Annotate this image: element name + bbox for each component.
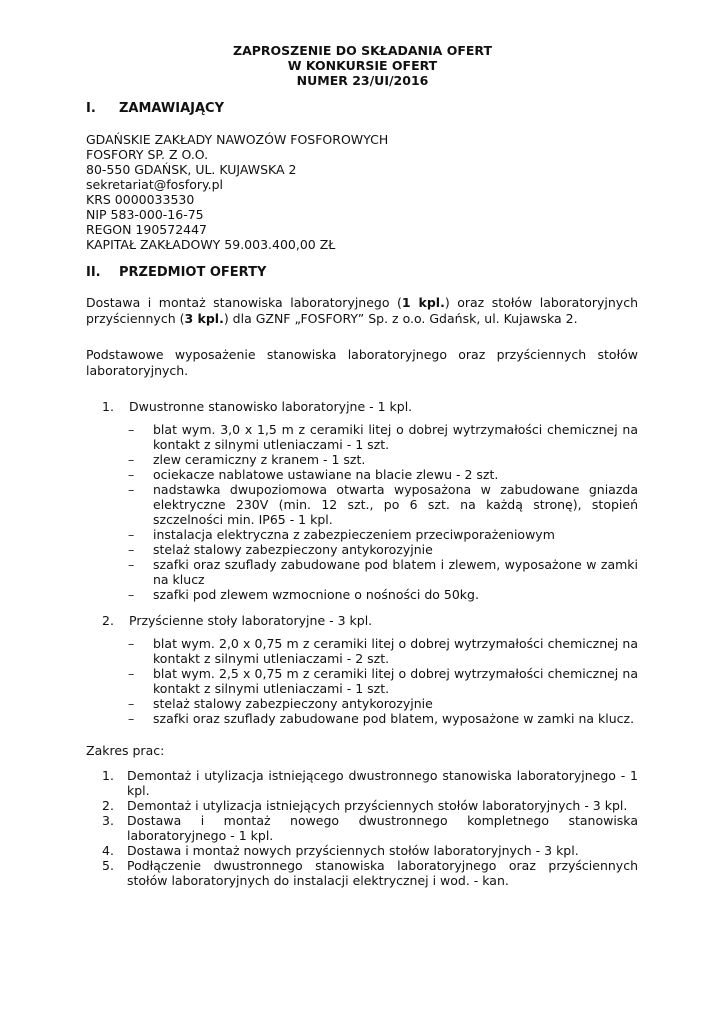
item-2-sublist (128, 636, 638, 726)
scope-item (102, 813, 638, 843)
intro-qty-2: 3 kpl. (184, 310, 224, 326)
list-item-text: blat wym. 3,0 x 1,5 m z ceramiki litej o dobrej wytrzymałości chemicznej na kontakt z silnymi utleniaczami - 1 szt. (153, 422, 638, 452)
list-item (128, 542, 638, 557)
scope-item (102, 798, 638, 813)
address-line: KRS 0000033530 (86, 192, 195, 207)
scope-number: 4. (102, 843, 114, 858)
section-2-number: II. (86, 265, 101, 280)
item-title: Dwustronne stanowisko laboratoryjne - 1 kpl. (129, 399, 413, 414)
item-title: Przyścienne stoły laboratoryjne - 3 kpl. (129, 613, 373, 628)
scope-heading: Zakres prac: (86, 743, 165, 758)
scope-text: Dostawa i montaż nowych przyściennych stołów laboratoryjnych - 3 kpl. (127, 843, 579, 858)
list-item-text: instalacja elektryczna z zabezpieczeniem przeciwporażeniowym (153, 527, 555, 542)
scope-item (102, 768, 638, 798)
list-item (128, 452, 638, 467)
scope-number: 5. (102, 858, 114, 873)
item-number: 1. (102, 399, 114, 414)
orderer-address (86, 132, 388, 252)
dash-bullet-icon: – (128, 467, 135, 482)
intro-qty-1: 1 kpl. (401, 295, 445, 310)
scope-number: 2. (102, 798, 114, 813)
list-item (128, 422, 638, 452)
dash-bullet-icon: – (128, 527, 135, 542)
dash-bullet-icon: – (128, 452, 135, 467)
address-email: sekretariat@fosfory.pl (86, 177, 223, 192)
section-1-number: I. (86, 101, 96, 116)
address-line: GDAŃSKIE ZAKŁADY NAWOZÓW FOSFOROWYCH (86, 132, 389, 147)
list-item-text: nadstawka dwupoziomowa otwarta wyposażona w zabudowane gniazda elektryczne 230V (min. 12 szt., po 6 szt. na każdą stronę), stopień szczelności min. IP65 - 1 kpl. (153, 482, 638, 527)
list-item (128, 666, 638, 696)
item-number: 2. (102, 613, 114, 628)
document-title (0, 43, 725, 88)
section-1-heading (86, 101, 224, 116)
list-item (128, 587, 638, 602)
intro-text: Dostawa i montaż stanowiska laboratoryjnego ( (86, 295, 402, 310)
intro-text: ) dla GZNF „FOSFORY” Sp. z o.o. Gdańsk, ul. Kujawska 2. (223, 310, 578, 326)
title-line-1: ZAPROSZENIE DO SKŁADANIA OFERT (233, 43, 492, 58)
scope-number: 1. (102, 768, 114, 783)
scope-item (102, 843, 638, 858)
section-1-title: ZAMAWIAJĄCY (119, 101, 224, 116)
dash-bullet-icon: – (128, 482, 135, 497)
list-item-text: szafki oraz szuflady zabudowane pod blatem i zlewem, wyposażone w zamki na klucz (153, 557, 638, 587)
list-item (128, 467, 638, 482)
list-item (128, 711, 638, 726)
scope-text: Podłączenie dwustronnego stanowiska laboratoryjnego oraz przyściennych stołów laboratoryjnych do instalacji elektrycznej i wod. - kan. (127, 858, 638, 888)
list-item (128, 636, 638, 666)
list-item-text: ociekacze nablatowe ustawiane na blacie zlewu - 2 szt. (153, 467, 499, 482)
list-item (128, 557, 638, 587)
equipment-item-1 (102, 399, 638, 602)
section-2-heading (86, 265, 266, 280)
scope-list (102, 768, 638, 888)
dash-bullet-icon: – (128, 696, 135, 711)
scope-number: 3. (102, 813, 114, 828)
list-item-text: stelaż stalowy zabezpieczony antykorozyjnie (153, 696, 433, 711)
dash-bullet-icon: – (128, 666, 135, 681)
scope-text: Demontaż i utylizacja istniejącego dwustronnego stanowiska laboratoryjnego - 1 kpl. (127, 768, 638, 798)
dash-bullet-icon: – (128, 587, 135, 602)
list-item (128, 696, 638, 711)
list-item (128, 527, 638, 542)
scope-text: Demontaż i utylizacja istniejących przyściennych stołów laboratoryjnych - 3 kpl. (127, 798, 628, 813)
address-line: FOSFORY SP. Z O.O. (86, 147, 209, 162)
dash-bullet-icon: – (128, 636, 135, 651)
equipment-item-2 (102, 613, 638, 726)
list-item-text: szafki oraz szuflady zabudowane pod blatem, wyposażone w zamki na klucz. (153, 711, 635, 726)
intro-text: ) oraz stołów laboratoryjnych przyściennych ( (86, 295, 638, 326)
list-item-text: blat wym. 2,0 x 0,75 m z ceramiki litej o dobrej wytrzymałości chemicznej na kontakt z silnymi utleniaczami - 2 szt. (153, 636, 638, 666)
list-item-text: zlew ceramiczny z kranem - 1 szt. (153, 452, 366, 467)
title-line-2: W KONKURSIE OFERT (287, 58, 438, 73)
list-item-text: szafki pod zlewem wzmocnione o nośności do 50kg. (153, 587, 479, 602)
title-line-3: NUMER 23/UI/2016 (296, 73, 429, 88)
scope-text: Dostawa i montaż nowego dwustronnego kompletnego stanowiska laboratoryjnego - 1 kpl. (127, 813, 638, 843)
address-line: 80-550 GDAŃSK, UL. KUJAWSKA 2 (86, 162, 297, 177)
dash-bullet-icon: – (128, 422, 135, 437)
address-line: REGON 190572447 (86, 222, 208, 237)
item-1-sublist (128, 422, 638, 602)
dash-bullet-icon: – (128, 557, 135, 572)
list-item (128, 482, 638, 527)
list-item-text: blat wym. 2,5 x 0,75 m z ceramiki litej o dobrej wytrzymałości chemicznej na kontakt z silnymi utleniaczami - 1 szt. (153, 666, 638, 696)
dash-bullet-icon: – (128, 542, 135, 557)
equipment-intro-paragraph: Podstawowe wyposażenie stanowiska laboratoryjnego oraz przyściennych stołów laboratoryjnych. (86, 347, 638, 378)
address-line: NIP 583-000-16-75 (86, 207, 204, 222)
address-line: KAPITAŁ ZAKŁADOWY 59.003.400,00 ZŁ (86, 237, 336, 252)
offer-subject-paragraph (86, 295, 638, 326)
list-item-text: stelaż stalowy zabezpieczony antykorozyjnie (153, 542, 433, 557)
dash-bullet-icon: – (128, 711, 135, 726)
section-2-title: PRZEDMIOT OFERTY (119, 265, 267, 280)
scope-item (102, 858, 638, 888)
